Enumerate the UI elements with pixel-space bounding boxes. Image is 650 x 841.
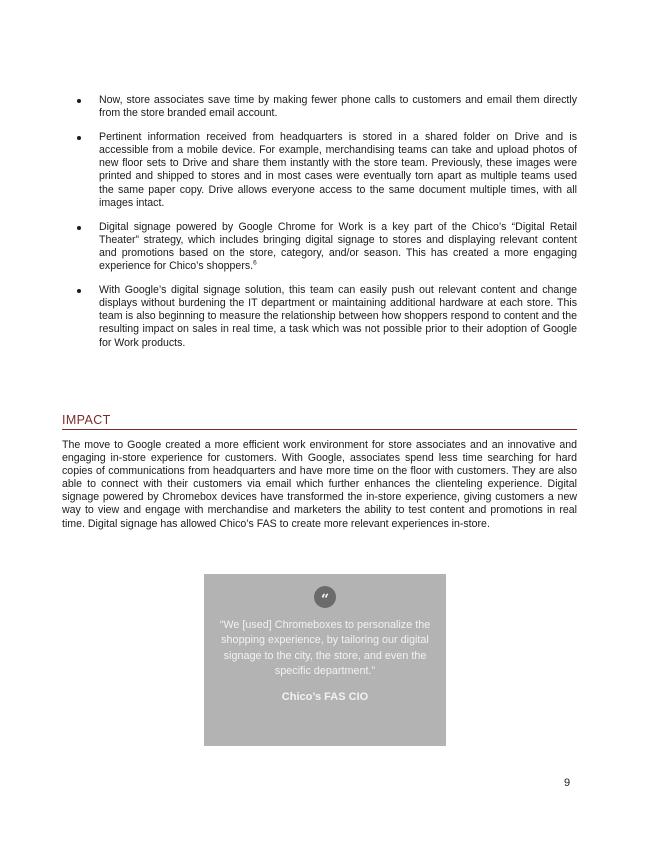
impact-section [62,413,577,541]
bullet-icon [77,289,81,293]
page-number: 9 [564,777,571,789]
bullet-list [77,94,577,361]
bullet-text: Now, store associates save time by making fewer phone calls to customers and email them directly from the store branded email account. [99,94,577,120]
section-paragraph: The move to Google created a more efficient work environment for store associates and an innovative and engaging in-store experience for customers. With Google, associates spend less time searching for hard copies of communications from headquarters and have more time on the floor with customers. They are also able to connect with their customers via email which further enhances the clienteling experience. Digital signage powered by Chromebox devices have transformed the in-store experience, giving customers a new way to view and engage with merchandise and marketers the ability to test content and promotions in real time. Digital signage has allowed Chico’s FAS to create more relevant experiences in-store. [62,439,577,530]
bullet-item [77,284,577,349]
quote-attribution: Chico’s FAS CIO [281,691,369,703]
quote-mark-icon: “ [314,586,336,608]
quote-text: “We [used] Chromeboxes to personalize the shopping experience, by tailoring our digital signage to the city, the store, and even the specific department.” [219,619,431,678]
bullet-icon [77,99,81,103]
bullet-icon [77,226,81,230]
bullet-item [77,94,577,120]
bullet-text: Pertinent information received from headquarters is stored in a shared folder on Drive and is accessible from a mobile device. For example, merchandising teams can take and upload photos of new floor sets to Drive and share them instantly with the store team. Previously, these images were printed and shipped to stores and in most cases were eventually torn apart as multiple teams used the same paper copy. Drive allows everyone access to the same document multiple times, with all images intact. [99,131,577,209]
bullet-text: Digital signage powered by Google Chrome for Work is a key part of the Chico’s “Digital Retail Theater” strategy, which includes bringing digital signage to stores and displaying relevant content and promotions based on the store, category, and/or season. This has created a more engaging experience for Chico’s shoppers. [99,220,577,273]
section-heading: IMPACT [62,413,577,430]
bullet-text: With Google’s digital signage solution, this team can easily push out relevant content and change displays without burdening the IT department or maintaining additional hardware at each store. This team is also beginning to measure the relationship between how shoppers respond to content and the resulting impact on sales in real time, a task which was not possible prior to their adoption of Google for Work products. [99,284,577,349]
pull-quote [204,574,446,746]
bullet-item [77,221,577,273]
footnote-reference[interactable]: 6 [253,259,257,267]
bullet-icon [77,136,81,140]
bullet-item [77,131,577,210]
